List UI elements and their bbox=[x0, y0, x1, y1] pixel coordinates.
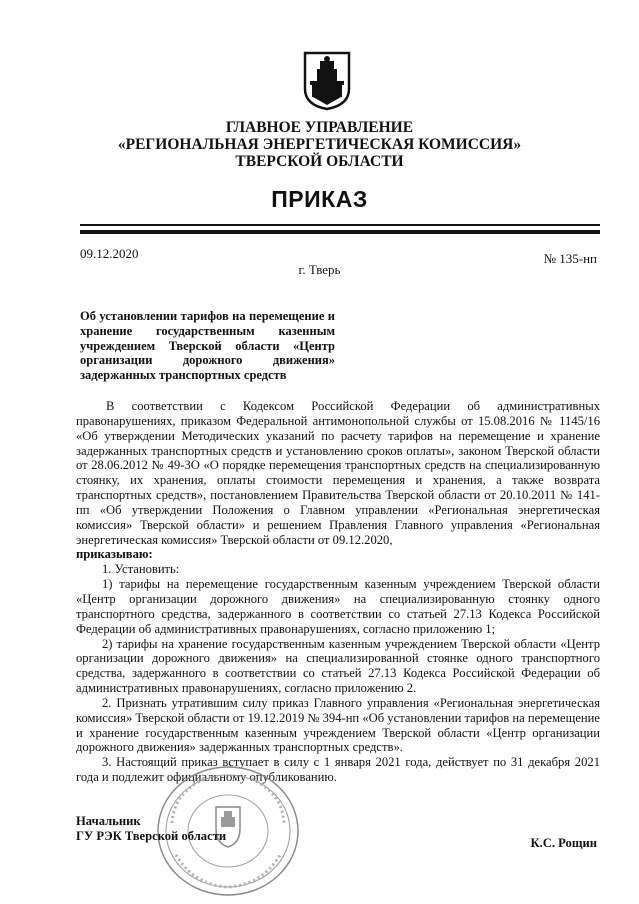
order-word: приказываю: bbox=[76, 547, 153, 562]
document-body bbox=[76, 399, 600, 785]
document-subject: Об установлении тарифов на перемещение и хранение государственным казенным учреждением Тверской области «Центр организации дорожного движения» задержанных транспортных средств bbox=[80, 309, 335, 383]
signatory-title bbox=[76, 814, 226, 844]
org-name-line-1: ГЛАВНОЕ УПРАВЛЕНИЕ bbox=[225, 119, 414, 136]
header-rule-thin bbox=[80, 224, 600, 226]
order-item-1-2: 2) тарифы на хранение государственным казенным учреждением Тверской области «Центр организации дорожного движения» на специализированной стоянке одного транспортного средства, задержанного в соответствии со статьей 27.13 Кодекса Российской Федерации об административных правонарушениях, согласно приложению 2. bbox=[76, 636, 600, 696]
document-city: г. Тверь bbox=[298, 262, 341, 277]
header-rule-thick bbox=[80, 230, 600, 234]
preamble-paragraph: В соответствии с Кодексом Российской Федерации об административных правонарушениях, приказом Федеральной антимонопольной службы от 15.08.2016 № 1145/16 «Об утверждении Методических указаний по расчету тарифов на перемещение и хранение задержанных транспортных средств и установлению сроков оплаты», законом Тверской области от 28.06.2012 № 49-ЗО «О порядке перемещения транспортных средств на специализированную стоянку, их хранения, оплаты стоимости перемещения и хранения, а также возврата транспортных средств», постановлением Правительства Тверской области от 20.10.2011 № 141-пп «Об утверждении Положения о Главном управлении «Региональная энергетическая комиссия» Тверской области» и решением Правления Главного управления «Региональная энергетическая комиссия» Тверской области от 09.12.2020, bbox=[76, 399, 600, 547]
signatory-title-line-1: Начальник bbox=[76, 814, 141, 828]
document-number: № 135-нп bbox=[543, 251, 597, 266]
org-name-line-3: ТВЕРСКОЙ ОБЛАСТИ bbox=[235, 153, 404, 170]
document-date: 09.12.2020 bbox=[80, 246, 139, 261]
order-item-1-1: 1) тарифы на перемещение государственным казенным учреждением Тверской области «Центр организации дорожного движения» на специализированную стоянку одного транспортного средства, задержанного в соответствии со статьей 27.13 Кодекса Российской Федерации об административных правонарушениях, согласно приложению 1; bbox=[76, 577, 600, 636]
signatory-title-line-2: ГУ РЭК Тверской области bbox=[76, 829, 227, 843]
order-item-2: 2. Признать утратившим силу приказ Главного управления «Региональная энергетическая комиссия» Тверской области от 19.12.2019 № 394-нп «Об установлении тарифов на перемещение и хранение государственным казенным учреждением Тверской области «Центр организации дорожного движения» задержанных транспортных средств». bbox=[76, 695, 600, 755]
org-name-line-2: «РЕГИОНАЛЬНАЯ ЭНЕРГЕТИЧЕСКАЯ КОМИССИЯ» bbox=[117, 136, 522, 153]
coat-of-arms-icon bbox=[303, 51, 351, 111]
document-type-title: ПРИКАЗ bbox=[271, 186, 368, 212]
order-item-1: 1. Установить: bbox=[102, 562, 180, 577]
order-item-3: 3. Настоящий приказ вступает в силу с 1 января 2021 года, действует по 31 декабря 2021 года и подлежит официальному опубликованию. bbox=[76, 755, 600, 785]
signatory-name: К.С. Рощин bbox=[530, 836, 597, 850]
